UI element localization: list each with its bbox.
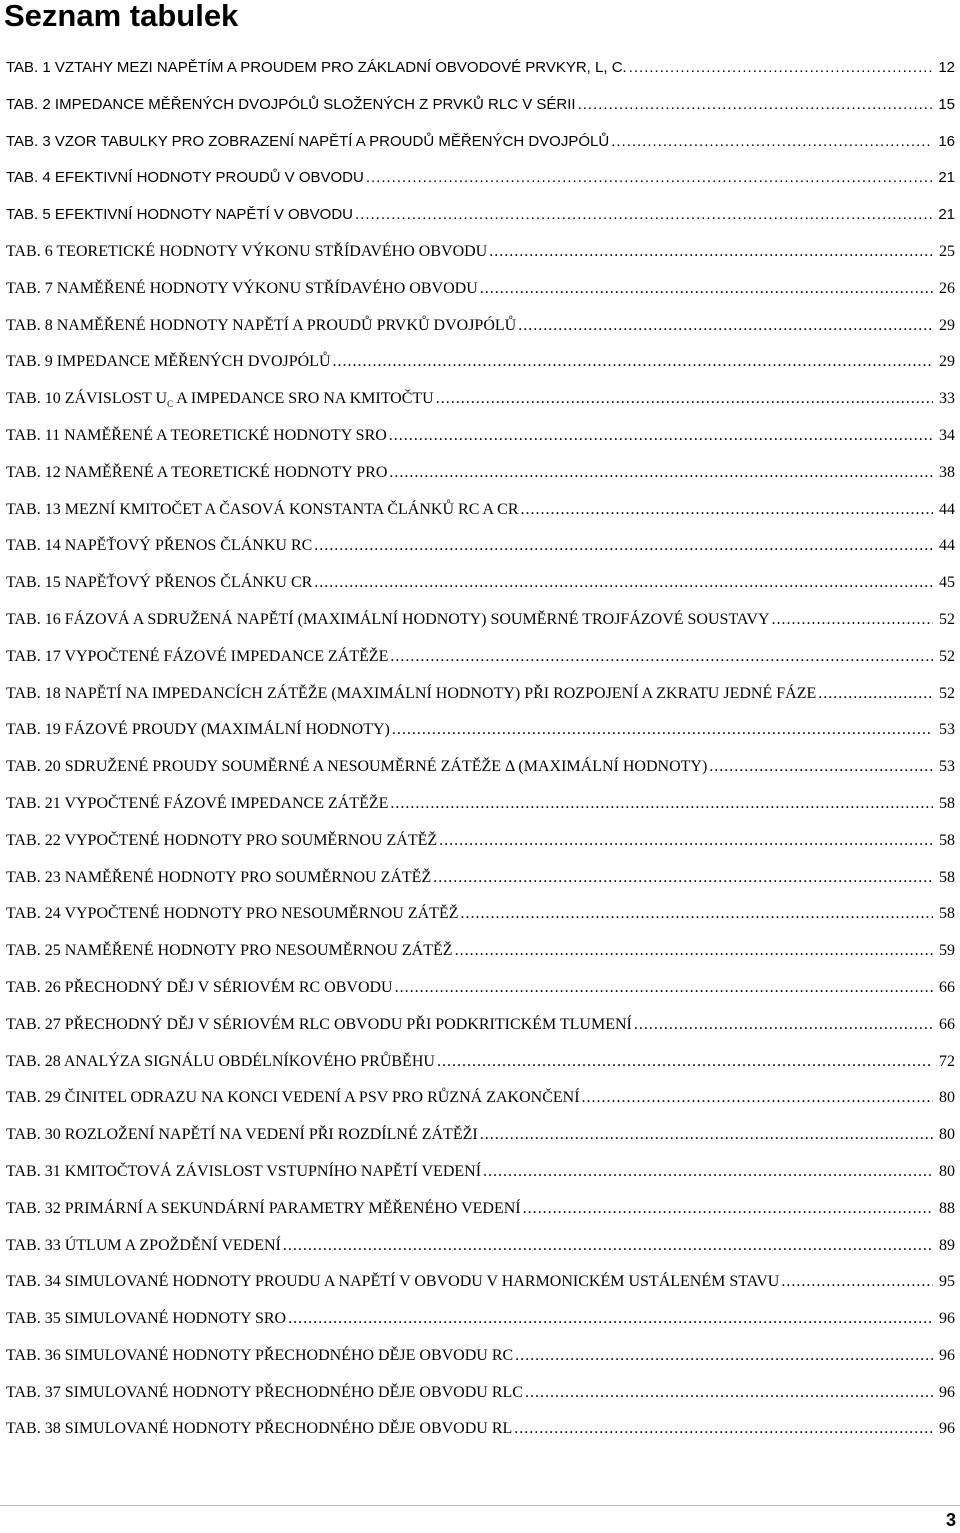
toc-entry-title bbox=[6, 1080, 580, 1117]
table-title: EFEKTIVNÍ HODNOTY NAPĚTÍ V OBVODU bbox=[54, 206, 354, 224]
table-label: TAB. 26 bbox=[6, 978, 65, 996]
toc-entry[interactable] bbox=[6, 234, 955, 271]
page-ref: 95 bbox=[939, 1273, 955, 1291]
table-label: TAB. 31 bbox=[6, 1162, 65, 1180]
toc-entry[interactable] bbox=[6, 1411, 955, 1448]
page-ref: 58 bbox=[939, 794, 955, 812]
table-title: PRIMÁRNÍ A SEKUNDÁRNÍ PARAMETRY MĚŘENÉHO VEDENÍ bbox=[64, 1199, 521, 1217]
table-label: TAB. 36 bbox=[6, 1346, 65, 1364]
table-label: TAB. 16 bbox=[6, 610, 65, 628]
toc-entry[interactable] bbox=[6, 197, 955, 234]
table-label: TAB. 3 bbox=[6, 132, 55, 150]
table-label: TAB. 24 bbox=[6, 905, 65, 923]
toc-entry[interactable] bbox=[6, 896, 955, 933]
toc-entry-title bbox=[6, 639, 388, 676]
toc-entry-title bbox=[6, 970, 393, 1007]
dot-leader bbox=[355, 197, 933, 234]
dot-leader bbox=[515, 1338, 933, 1375]
dot-leader bbox=[436, 381, 933, 418]
toc-entry[interactable] bbox=[6, 160, 955, 197]
toc-entry-title bbox=[6, 933, 453, 970]
table-title: NAPĚTÍ NA IMPEDANCÍCH ZÁTĚŽE (MAXIMÁLNÍ HODNOTY) PŘI ROZPOJENÍ A ZKRATU JEDNÉ FÁZE bbox=[64, 684, 817, 702]
dot-leader bbox=[514, 1411, 933, 1448]
table-title: NAMĚŘENÉ HODNOTY PRO NESOUMĚRNOU ZÁTĚŽ bbox=[64, 942, 453, 960]
table-label: TAB. 29 bbox=[6, 1089, 65, 1107]
table-label: TAB. 10 bbox=[6, 390, 65, 408]
page-ref: 44 bbox=[939, 500, 955, 518]
table-label: TAB. 35 bbox=[6, 1310, 65, 1328]
dot-leader bbox=[709, 749, 933, 786]
toc-entry[interactable] bbox=[6, 492, 955, 529]
table-title: ZÁVISLOST U bbox=[64, 390, 168, 408]
toc-entry-title bbox=[6, 308, 516, 345]
page-ref: 21 bbox=[938, 169, 955, 187]
table-title: FÁZOVÉ PROUDY (MAXIMÁLNÍ HODNOTY) bbox=[64, 721, 390, 739]
toc-entry-title bbox=[6, 896, 459, 933]
toc-entry[interactable] bbox=[6, 676, 955, 713]
toc-entry-title bbox=[6, 1154, 481, 1191]
table-title: SDRUŽENÉ PROUDY SOUMĚRNÉ A NESOUMĚRNÉ ZÁTĚŽE Δ (MAXIMÁLNÍ HODNOTY) bbox=[64, 758, 708, 776]
table-label: TAB. 13 bbox=[6, 500, 65, 518]
table-label: TAB. 14 bbox=[6, 537, 65, 555]
table-title: VZOR TABULKY PRO ZOBRAZENÍ NAPĚTÍ A PROUDŮ MĚŘENÝCH DVOJPÓLŮ bbox=[54, 132, 610, 150]
table-list bbox=[6, 50, 955, 1448]
page-ref: 53 bbox=[939, 721, 955, 739]
toc-entry[interactable] bbox=[6, 418, 955, 455]
dot-leader bbox=[314, 528, 933, 565]
table-title-rest: A IMPEDANCE SRO NA KMITOČTU bbox=[173, 390, 434, 408]
table-title: ČINITEL ODRAZU NA KONCI VEDENÍ A PSV PRO RŮZNÁ ZAKONČENÍ bbox=[64, 1089, 580, 1107]
dot-leader bbox=[395, 970, 933, 1007]
toc-entry[interactable] bbox=[6, 528, 955, 565]
dot-leader bbox=[390, 639, 933, 676]
toc-entry[interactable] bbox=[6, 344, 955, 381]
dot-leader bbox=[582, 1080, 933, 1117]
toc-entry[interactable] bbox=[6, 455, 955, 492]
dot-leader bbox=[437, 1044, 933, 1081]
toc-entry[interactable] bbox=[6, 970, 955, 1007]
toc-entry[interactable] bbox=[6, 124, 955, 161]
table-label: TAB. 15 bbox=[6, 574, 65, 592]
table-title: IMPEDANCE MĚŘENÝCH DVOJPÓLŮ SLOŽENÝCH Z PRVKŮ RLC V SÉRII bbox=[54, 95, 576, 113]
table-label: TAB. 30 bbox=[6, 1126, 65, 1144]
table-title: ÚTLUM A ZPOŽDĚNÍ VEDENÍ bbox=[64, 1236, 281, 1254]
dot-leader bbox=[489, 234, 933, 271]
page-ref: 33 bbox=[939, 390, 955, 408]
dot-leader bbox=[578, 87, 933, 124]
table-label: TAB. 37 bbox=[6, 1383, 65, 1401]
table-label: TAB. 12 bbox=[6, 463, 65, 481]
toc-entry-title bbox=[6, 1117, 478, 1154]
dot-leader bbox=[629, 50, 933, 87]
toc-entry-title bbox=[6, 565, 312, 602]
dot-leader bbox=[314, 565, 933, 602]
toc-entry-title bbox=[6, 528, 312, 565]
dot-leader bbox=[818, 676, 933, 713]
page-ref: 52 bbox=[939, 610, 955, 628]
page-ref: 45 bbox=[939, 574, 955, 592]
toc-entry[interactable] bbox=[6, 1117, 955, 1154]
toc-entry[interactable] bbox=[6, 602, 955, 639]
toc-entry-title bbox=[6, 381, 434, 423]
page-ref: 80 bbox=[939, 1089, 955, 1107]
table-title: NAPĚŤOVÝ PŘENOS ČLÁNKU CR bbox=[64, 574, 313, 592]
toc-entry[interactable] bbox=[6, 1301, 955, 1338]
table-title: NAMĚŘENÉ A TEORETICKÉ HODNOTY PRO bbox=[64, 463, 388, 481]
toc-entry-title bbox=[6, 271, 478, 308]
table-label: TAB. 18 bbox=[6, 684, 65, 702]
toc-entry[interactable] bbox=[6, 1228, 955, 1265]
toc-entry[interactable] bbox=[6, 749, 955, 786]
table-title: ANALÝZA SIGNÁLU OBDÉLNÍKOVÉHO PRŮBĚHU bbox=[63, 1052, 435, 1070]
dot-leader bbox=[390, 786, 933, 823]
table-title: SIMULOVANÉ HODNOTY PŘECHODNÉHO DĚJE OBVODU RL bbox=[64, 1420, 513, 1438]
table-title: EFEKTIVNÍ HODNOTY PROUDŮ V OBVODU bbox=[54, 169, 364, 187]
table-title: NAMĚŘENÉ HODNOTY NAPĚTÍ A PROUDŮ PRVKŮ DVOJPÓLŮ bbox=[56, 316, 517, 334]
toc-entry-title bbox=[6, 1375, 523, 1412]
table-title: VZTAHY MEZI NAPĚTÍM A PROUDEM PRO ZÁKLADNÍ OBVODOVÉ PRVKYR, L, C. bbox=[54, 59, 627, 76]
page-number: 3 bbox=[945, 1510, 956, 1530]
dot-leader bbox=[439, 823, 933, 860]
toc-entry[interactable] bbox=[6, 933, 955, 970]
page-ref: 29 bbox=[939, 316, 955, 334]
table-label: TAB. 8 bbox=[6, 316, 57, 334]
dot-leader bbox=[433, 860, 933, 897]
page-ref: 80 bbox=[939, 1126, 955, 1144]
page-ref: 52 bbox=[939, 647, 955, 665]
page-title: Seznam tabulek bbox=[4, 0, 239, 33]
table-title: IMPEDANCE MĚŘENÝCH DVOJPÓLŮ bbox=[56, 353, 331, 371]
table-label: TAB. 11 bbox=[6, 426, 65, 444]
toc-entry[interactable] bbox=[6, 87, 955, 124]
table-title: ROZLOŽENÍ NAPĚTÍ NA VEDENÍ PŘI ROZDÍLNÉ ZÁTĚŽI bbox=[64, 1126, 478, 1144]
toc-entry-title bbox=[6, 1007, 632, 1044]
toc-entry-title bbox=[6, 749, 707, 786]
table-label: TAB. 6 bbox=[6, 242, 57, 260]
toc-entry-title bbox=[6, 1264, 779, 1301]
table-title: VYPOČTENÉ HODNOTY PRO NESOUMĚRNOU ZÁTĚŽ bbox=[64, 905, 459, 923]
table-label: TAB. 19 bbox=[6, 721, 65, 739]
toc-entry-title bbox=[6, 1044, 435, 1081]
table-title: NAMĚŘENÉ A TEORETICKÉ HODNOTY SRO bbox=[64, 426, 387, 444]
toc-entry-title bbox=[6, 492, 519, 529]
table-title: PŘECHODNÝ DĚJ V SÉRIOVÉM RC OBVODU bbox=[64, 978, 393, 996]
page-ref: 66 bbox=[939, 1015, 955, 1033]
toc-entry[interactable] bbox=[6, 1007, 955, 1044]
table-title: SIMULOVANÉ HODNOTY SRO bbox=[64, 1310, 287, 1328]
page-ref: 12 bbox=[938, 59, 955, 76]
toc-entry-title bbox=[6, 124, 609, 161]
dot-leader bbox=[366, 160, 933, 197]
table-label: TAB. 5 bbox=[6, 206, 55, 224]
toc-entry[interactable] bbox=[6, 1044, 955, 1081]
page-ref: 34 bbox=[939, 426, 955, 444]
toc-entry-title bbox=[6, 1411, 512, 1448]
table-title: KMITOČTOVÁ ZÁVISLOST VSTUPNÍHO NAPĚTÍ VEDENÍ bbox=[64, 1162, 482, 1180]
page-ref: 66 bbox=[939, 978, 955, 996]
toc-entry[interactable] bbox=[6, 565, 955, 602]
page-ref: 96 bbox=[939, 1346, 955, 1364]
dot-leader bbox=[521, 492, 934, 529]
page-ref: 44 bbox=[939, 537, 955, 555]
toc-entry[interactable] bbox=[6, 1154, 955, 1191]
toc-entry[interactable] bbox=[6, 308, 955, 345]
page-ref: 58 bbox=[939, 831, 955, 849]
page-ref: 72 bbox=[939, 1052, 955, 1070]
page-ref: 15 bbox=[938, 95, 955, 113]
page-ref: 80 bbox=[939, 1162, 955, 1180]
dot-leader bbox=[480, 1117, 933, 1154]
dot-leader bbox=[518, 308, 933, 345]
toc-entry[interactable] bbox=[6, 1338, 955, 1375]
dot-leader bbox=[333, 344, 933, 381]
table-title: NAMĚŘENÉ HODNOTY PRO SOUMĚRNOU ZÁTĚŽ bbox=[64, 868, 432, 886]
toc-entry-title bbox=[6, 823, 437, 860]
toc-entry-title bbox=[6, 455, 387, 492]
table-label: TAB. 38 bbox=[6, 1420, 65, 1438]
table-label: TAB. 34 bbox=[6, 1273, 65, 1291]
table-label: TAB. 33 bbox=[6, 1236, 65, 1254]
dot-leader bbox=[772, 602, 933, 639]
table-title: FÁZOVÁ A SDRUŽENÁ NAPĚTÍ (MAXIMÁLNÍ HODNOTY) SOUMĚRNÉ TROJFÁZOVÉ SOUSTAVY bbox=[64, 610, 770, 628]
table-label: TAB. 32 bbox=[6, 1199, 65, 1217]
toc-entry[interactable] bbox=[6, 1080, 955, 1117]
toc-entry-title bbox=[6, 786, 388, 823]
toc-entry-title bbox=[6, 1338, 513, 1375]
toc-entry[interactable] bbox=[6, 1264, 955, 1301]
page-ref: 26 bbox=[939, 279, 955, 297]
table-title: NAPĚŤOVÝ PŘENOS ČLÁNKU RC bbox=[64, 537, 313, 555]
toc-entry[interactable] bbox=[6, 381, 955, 418]
dot-leader bbox=[634, 1007, 933, 1044]
table-label: TAB. 28 bbox=[6, 1052, 64, 1070]
dot-leader bbox=[611, 124, 933, 161]
toc-entry-title bbox=[6, 87, 576, 124]
toc-entry[interactable] bbox=[6, 860, 955, 897]
table-title: MEZNÍ KMITOČET A ČASOVÁ KONSTANTA ČLÁNKŮ RC A CR bbox=[64, 500, 519, 518]
toc-entry-title bbox=[6, 197, 353, 234]
page-ref: 59 bbox=[939, 942, 955, 960]
toc-entry[interactable] bbox=[6, 1375, 955, 1412]
toc-entry[interactable] bbox=[6, 50, 955, 87]
page-ref: 58 bbox=[939, 868, 955, 886]
toc-entry-title bbox=[6, 234, 487, 271]
toc-entry[interactable] bbox=[6, 823, 955, 860]
table-title: NAMĚŘENÉ HODNOTY VÝKONU STŘÍDAVÉHO OBVODU bbox=[56, 279, 478, 297]
dot-leader bbox=[389, 455, 933, 492]
dot-leader bbox=[461, 896, 934, 933]
table-label: TAB. 21 bbox=[6, 794, 65, 812]
page-ref: 21 bbox=[938, 206, 955, 224]
table-label: TAB. 23 bbox=[6, 868, 65, 886]
table-title: TEORETICKÉ HODNOTY VÝKONU STŘÍDAVÉHO OBVODU bbox=[56, 242, 488, 260]
table-label: TAB. 1 bbox=[6, 59, 55, 76]
page-ref: 96 bbox=[939, 1310, 955, 1328]
dot-leader bbox=[283, 1228, 933, 1265]
page-ref: 96 bbox=[939, 1383, 955, 1401]
dot-leader bbox=[392, 712, 933, 749]
table-label: TAB. 22 bbox=[6, 831, 65, 849]
page-ref: 53 bbox=[939, 758, 955, 776]
table-label: TAB. 17 bbox=[6, 647, 65, 665]
page-ref: 29 bbox=[939, 353, 955, 371]
table-title: VYPOČTENÉ FÁZOVÉ IMPEDANCE ZÁTĚŽE bbox=[64, 794, 389, 812]
page-ref: 89 bbox=[939, 1236, 955, 1254]
table-title: SIMULOVANÉ HODNOTY PROUDU A NAPĚTÍ V OBVODU V HARMONICKÉM USTÁLENÉM STAVU bbox=[64, 1273, 780, 1291]
toc-entry-title bbox=[6, 344, 331, 381]
toc-entry-title bbox=[6, 1191, 521, 1228]
page-ref: 96 bbox=[939, 1420, 955, 1438]
toc-entry-title bbox=[6, 50, 627, 87]
page-ref: 58 bbox=[939, 905, 955, 923]
dot-leader bbox=[523, 1191, 933, 1228]
page-ref: 52 bbox=[939, 684, 955, 702]
toc-entry[interactable] bbox=[6, 639, 955, 676]
table-title-subscript: C bbox=[167, 399, 174, 410]
toc-entry[interactable] bbox=[6, 712, 955, 749]
table-label: TAB. 2 bbox=[6, 95, 55, 113]
dot-leader bbox=[389, 418, 933, 455]
table-label: TAB. 4 bbox=[6, 169, 55, 187]
table-label: TAB. 20 bbox=[6, 758, 65, 776]
table-label: TAB. 27 bbox=[6, 1015, 65, 1033]
toc-entry[interactable] bbox=[6, 1191, 955, 1228]
table-label: TAB. 25 bbox=[6, 942, 65, 960]
dot-leader bbox=[288, 1301, 933, 1338]
toc-entry-title bbox=[6, 160, 364, 197]
page-ref: 25 bbox=[939, 242, 955, 260]
toc-entry-title bbox=[6, 1228, 281, 1265]
toc-entry[interactable] bbox=[6, 271, 955, 308]
toc-entry[interactable] bbox=[6, 786, 955, 823]
toc-entry-title bbox=[6, 418, 387, 455]
table-label: TAB. 9 bbox=[6, 353, 57, 371]
dot-leader bbox=[781, 1264, 933, 1301]
toc-entry-title bbox=[6, 860, 431, 897]
dot-leader bbox=[455, 933, 933, 970]
toc-entry-title bbox=[6, 602, 770, 639]
toc-entry-title bbox=[6, 712, 390, 749]
table-title: SIMULOVANÉ HODNOTY PŘECHODNÉHO DĚJE OBVODU RC bbox=[64, 1346, 514, 1364]
footer-divider bbox=[0, 1505, 960, 1506]
table-title: VYPOČTENÉ FÁZOVÉ IMPEDANCE ZÁTĚŽE bbox=[64, 647, 389, 665]
page-ref: 88 bbox=[939, 1199, 955, 1217]
table-title: VYPOČTENÉ HODNOTY PRO SOUMĚRNOU ZÁTĚŽ bbox=[64, 831, 438, 849]
dot-leader bbox=[525, 1375, 933, 1412]
toc-entry-title bbox=[6, 1301, 286, 1338]
dot-leader bbox=[483, 1154, 933, 1191]
toc-entry-title bbox=[6, 676, 816, 713]
table-label: TAB. 7 bbox=[6, 279, 57, 297]
table-title: SIMULOVANÉ HODNOTY PŘECHODNÉHO DĚJE OBVODU RLC bbox=[64, 1383, 523, 1401]
table-title: PŘECHODNÝ DĚJ V SÉRIOVÉM RLC OBVODU PŘI PODKRITICKÉM TLUMENÍ bbox=[64, 1015, 632, 1033]
page-ref: 38 bbox=[939, 463, 955, 481]
page-ref: 16 bbox=[938, 132, 955, 150]
dot-leader bbox=[480, 271, 933, 308]
